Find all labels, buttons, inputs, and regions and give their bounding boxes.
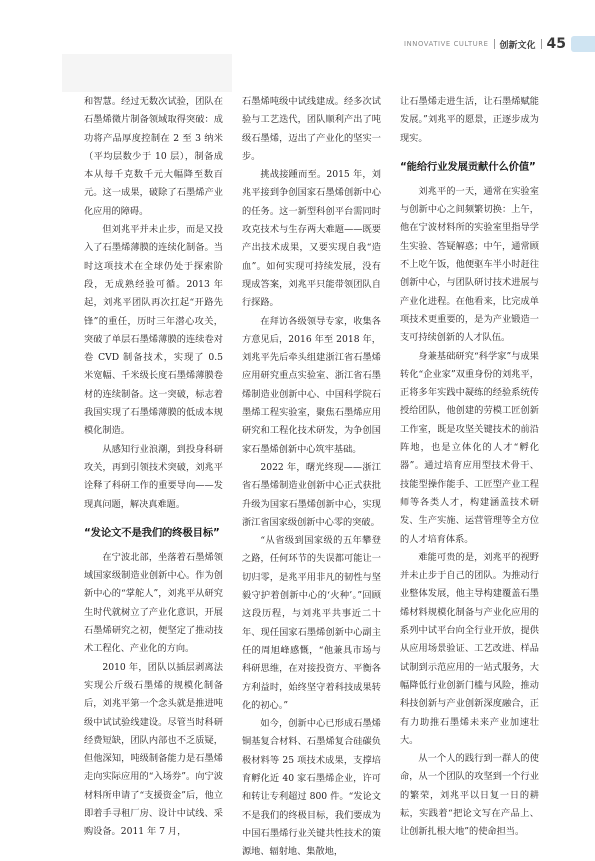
header-divider: [541, 39, 542, 49]
section-name-en: INNOVATIVE CULTURE: [403, 40, 489, 48]
body-paragraph: 难能可贵的是，刘兆平的视野并未止步于自己的团队。为推动行业整体发展，他主导构建覆盖石墨烯材料规模化制备与产业化应用的系列中试平台向全行业开放，提供从应用场景验证、工艺改进、样品试制到示范应用的一站式服务，大幅降低行业创新门槛与风险，推动科技创新与产业创新深度融合，正有力助推石墨烯未来产业加速壮大。: [400, 551, 539, 746]
running-header: [404, 35, 566, 53]
body-paragraph: 石墨烯吨级中试线建成。经多次试验与工艺迭代，团队顺利产出了吨级石墨烯，迈出了产业化的坚实一步。: [242, 96, 381, 162]
body-paragraph: 让石墨烯走进生活，让石墨烯赋能发展。”刘兆平的愿景，正逐步成为现实。: [400, 96, 539, 144]
body-paragraph: 从感知行业浪潮，到投身科研攻关，再到引领技术突破，刘兆平诠释了科研工作的重要导向——发现真问题，解决真难题。: [84, 443, 223, 510]
page-tab-accent: [571, 36, 595, 52]
text-column-3: [400, 93, 539, 842]
body-paragraph: 和智慧。经过无数次试验，团队在石墨烯微片制备领域取得突破：成功将产品厚度控制在 2 至 3 纳米（平均层数少于 10 层），制备成本从每千克数千元大幅降至数百元。这一成果，破除了石墨烯产业化应用的障碍。: [84, 96, 223, 217]
page-number: 45: [546, 36, 566, 52]
text-column-2: [242, 93, 381, 861]
body-paragraph: 但刘兆平并未止步，而是又投入了石墨烯薄膜的连续化制备。当时这项技术在全球仍处于探索阶段，无成熟经验可循。2013 年起，刘兆平团队再次扛起“开路先锋”的重任，历时三年潜心攻关，突破了单层石墨烯薄膜的连续卷对卷 CVD 制备技术，实现了 0.5 米宽幅、千米级长度石墨烯薄膜卷材的连续制备。这一突破，标志着我国实现了石墨烯薄膜的低成本规模化制造。: [84, 224, 223, 437]
header-decoration: [62, 54, 232, 92]
body-paragraph: 在宁波北部，坐落着石墨烯领域国家级制造业创新中心。作为创新中心的“掌舵人”，刘兆平从研究生时代就树立了产业化意识，开展石墨烯研究之初，便坚定了推动技术工程化、产业化的方向。: [84, 551, 223, 655]
body-paragraph: 在拜访各级领导专家，收集各方意见后，2016 年至 2018 年，刘兆平先后牵头组建浙江省石墨烯应用研究重点实验室、浙江省石墨烯制造业创新中心、中国科学院石墨烯工程实验室，聚焦石墨烯应用研究和工程化技术研发，为争创国家石墨烯创新中心筑牢基础。: [242, 315, 381, 455]
body-paragraph: 从一个人的践行到一群人的使命，从一个团队的攻坚到一个行业的繁荣，刘兆平以日复一日的耕耘，实践着“把论文写在产品上、让创新扎根大地”的使命担当。: [400, 753, 539, 838]
body-paragraph: “从省级到国家级的五年攀登之路，任何环节的失误都可能让一切归零，是兆平用非凡的韧性与坚毅守护着创新中心的‘火种’。”回顾这段历程，与刘兆平共事近二十年、现任国家石墨烯创新中心副主任的周旭峰感慨，“他兼具市场与科研思维，在对接投资方、平衡各方利益时，始终坚守着科技成果转化的初心。”: [242, 535, 381, 711]
text-column-1: [84, 93, 223, 842]
header-divider: [494, 39, 495, 49]
section-heading: “能给行业发展贡献什么价值”: [400, 160, 536, 173]
body-paragraph: 挑战接踵而至。2015 年，刘兆平接到争创国家石墨烯创新中心的任务。这一新型科创平台需同时攻克技术与生存两大难题——既要产出技术成果，又要实现自我“造血”。如何实现可持续发展，没有现成答案，刘兆平只能带领团队自行探路。: [242, 169, 381, 309]
body-paragraph: 2010 年，团队以插层剥离法实现公斤级石墨烯的规模化制备后，刘兆平第一个念头就是推进吨级中试试验线建设。尽管当时科研经费短缺，团队内部也不乏质疑，但他深知，吨级制备能力是石墨烯走向实际应用的“入场券”。向宁波材料所申请了“支援资金”后，他立即着手寻租厂房、设计中试线、采购设备。2011 年 7 月，: [84, 661, 223, 838]
body-paragraph: 2022 年，曙光终现——浙江省石墨烯制造业创新中心正式获批升级为国家石墨烯创新中心，实现浙江省国家级创新中心零的突破。: [242, 461, 381, 528]
section-heading: “发论文不是我们的终极目标”: [84, 526, 220, 539]
section-name-cn: 创新文化: [499, 40, 536, 51]
body-paragraph: 如今，创新中心已形成石墨烯铜基复合材料、石墨烯复合硅碳负极材料等 25 项技术成果，支撑培育孵化近 40 家石墨烯企业，许可和转让专利超过 800 件。“发论文不是我们的终极目标，我们要成为中国石墨烯行业关键共性技术的策源地、辐射地、集散地，: [242, 718, 381, 858]
body-paragraph: 刘兆平的一天，通常在实验室与创新中心之间频繁切换：上午，他在宁波材料所的实验室里指导学生实验、答疑解惑；中午，通常顾不上吃午饭，他便驱车半小时赶往创新中心，与团队研讨技术进展与产业化进程。在他看来，比完成单项技术更重要的，是为产业锻造一支可持续创新的人才队伍。: [400, 185, 539, 344]
body-paragraph: 身兼基础研究“科学家”与成果转化“企业家”双重身份的刘兆平，正将多年实践中凝练的经验系统传授给团队，他创建的劳模工匠创新工作室，既是攻坚关键技术的前沿阵地，也是立体化的人才“孵化器”。通过培育应用型技术骨干、技能型操作能手、工匠型产业工程师等各类人才，构建涵盖技术研发、生产实施、运营管理等全方位的人才培育体系。: [400, 350, 539, 545]
